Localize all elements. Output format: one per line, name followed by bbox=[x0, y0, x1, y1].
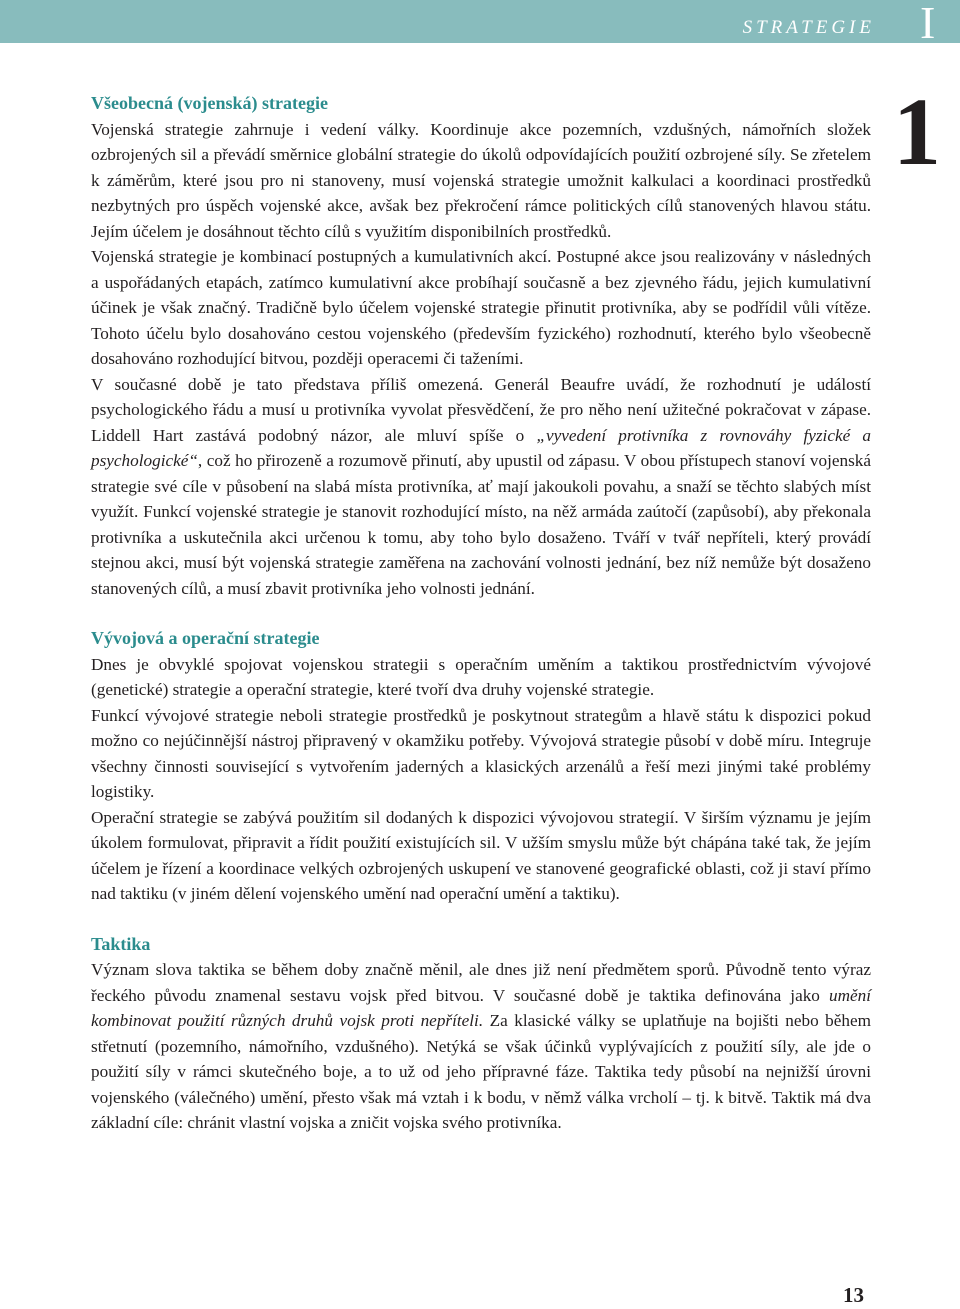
header-bar bbox=[0, 0, 960, 48]
section-title: Taktika bbox=[91, 933, 151, 954]
paragraph: Operační strategie se zabývá použitím sil dodaných k dispozici vývojovou strategií. V širším významu je jejím úkolem formulovat, připravit a řídit použití existujících sil. V užším smyslu může být chápána také tak, že jejím účelem je řízení a koordinace velkých ozbrojených uskupení ve stanovené geografické oblasti, což ji staví přímo nad taktiku (v jiném dělení vojenského umění nad operační umění a taktiku). bbox=[91, 807, 871, 903]
paragraph bbox=[91, 372, 871, 602]
page-number: 13 bbox=[843, 1283, 864, 1307]
part-number: I bbox=[920, 0, 936, 48]
section-developmental-operational-strategy bbox=[91, 626, 871, 907]
running-header-title: STRATEGIE bbox=[742, 17, 875, 38]
italic-definition: umění kombinovat použití různých druhů vojsk proti nepříteli. bbox=[91, 985, 871, 1030]
section-title: Vývojová a operační strategie bbox=[91, 628, 320, 648]
section-general-strategy bbox=[91, 91, 871, 601]
paragraph: Vojenská strategie je kombinací postupných a kumulativních akcí. Postupné akce jsou realizovány v následných a uspořádaných etapách, zatímco kumulativní akce probíhají současně a bez zjevného řádu, jejich kumulativní účinek je však značný. Tradičně bylo účelem vojenské strategie přinutit protivníka, aby se podřídil vůli vítěze. Tohoto účelu bylo dosahováno cestou vojenského (především fyzického) rozhodnutí, kterého bylo všeobecně dosahováno rozhodující bitvou, později operacemi či taženími. bbox=[91, 247, 871, 368]
paragraph: Vojenská strategie zahrnuje i vedení války. Koordinuje akce pozemních, vzdušných, námořních složek ozbrojených sil a převádí směrnice globální strategie do úkolů odpovídajících použití ozbrojené síly. Se zřetelem k záměrům, které jsou pro ni stanoveny, musí vojenská strategie umožnit kalkulaci a koordinaci prostředků nezbytných pro úspěch vojenské akce, avšak bez překročení rámce politických cílů stanovených hlavou státu. Jejím účelem je dosáhnout těchto cílů s využitím disponibilních prostředků. bbox=[91, 119, 871, 241]
section-title: Všeobecná (vojenská) strategie bbox=[91, 93, 328, 113]
section-tactics bbox=[91, 932, 871, 1136]
paragraph: Funkcí vývojové strategie neboli strategie prostředků je poskytnout strategům a hlavě státu k dispozici pokud možno co nejúčinnější nástroj připravený v okamžiku potřeby. Vývojová strategie působí v době míru. Integruje všechny činnosti související s vytvořením jaderných a klasických arzenálů a řeší mezi jinými také problémy logistiky. bbox=[91, 705, 871, 801]
text-run: Za klasické války se uplatňuje na bojišti nebo během střetnutí (pozemního, námořního, vzdušného). Netýká se však účinků vyplývajících z použití síly, ale jde o použití síly v rámci skutečného boje, a to už od jeho přípravné fáze. Taktika tedy působí na nejnižší úrovni vojenského (válečného) umění, přesto však má vztah i k bodu, v němž válka vrcholí – tj. k bitvě. Taktik má dva základní cíle: chránit vlastní vojska a zničit vojska svého protivníka. bbox=[91, 1011, 871, 1132]
chapter-number: 1 bbox=[893, 78, 941, 185]
text-run: Význam slova taktika se během doby značně měnil, ale dnes již není předmětem sporů. Původně tento výraz řeckého původu znamenal sestavu vojsk před bitvou. V současné době je taktika definována jako bbox=[91, 960, 871, 1005]
italic-quote: „vyvedení protivníka z rovnováhy fyzické a psychologické“ bbox=[91, 425, 871, 470]
paragraph bbox=[91, 957, 871, 1136]
text-run: V současné době je tato představa příliš omezená. Generál Beaufre uvádí, že rozhodnutí je událostí psychologického řádu a musí u protivníka vyvolat přesvědčení, že pro něho není užitečné pokračovat v zápase. Liddell Hart zastává podobný názor, ale mluví spíše o bbox=[91, 374, 871, 445]
paragraph: Dnes je obvyklé spojovat vojenskou strategii s operačním uměním a taktikou prostřednictvím vývojové (genetické) strategie a operační strategie, které tvoří dva druhy vojenské strategie. bbox=[91, 654, 871, 699]
text-run: , což ho přirozeně a rozumově přinutí, aby upustil od zápasu. V obou přístupech stanoví vojenská strategie své cíle v působení na slabá místa protivníka, ať mají jakoukoli povahu, a snaží se těchto slabých míst využít. Funkcí vojenské strategie je stanovit rozhodující místo, na něž armáda zaútočí (zapůsobí), aby překonala protivníka a uskutečnila akci určenou k tomu, aby toho bylo dosaženo. Tváří v tvář nepříteli, který provádí stejnou akci, musí být vojenská strategie zaměřena na zachování volnosti jednání, bez níž nemůže být dosaženo stanovených cílů, a musí zbavit protivníka jeho volnosti jednání. bbox=[91, 451, 871, 598]
page-content bbox=[91, 91, 871, 1161]
